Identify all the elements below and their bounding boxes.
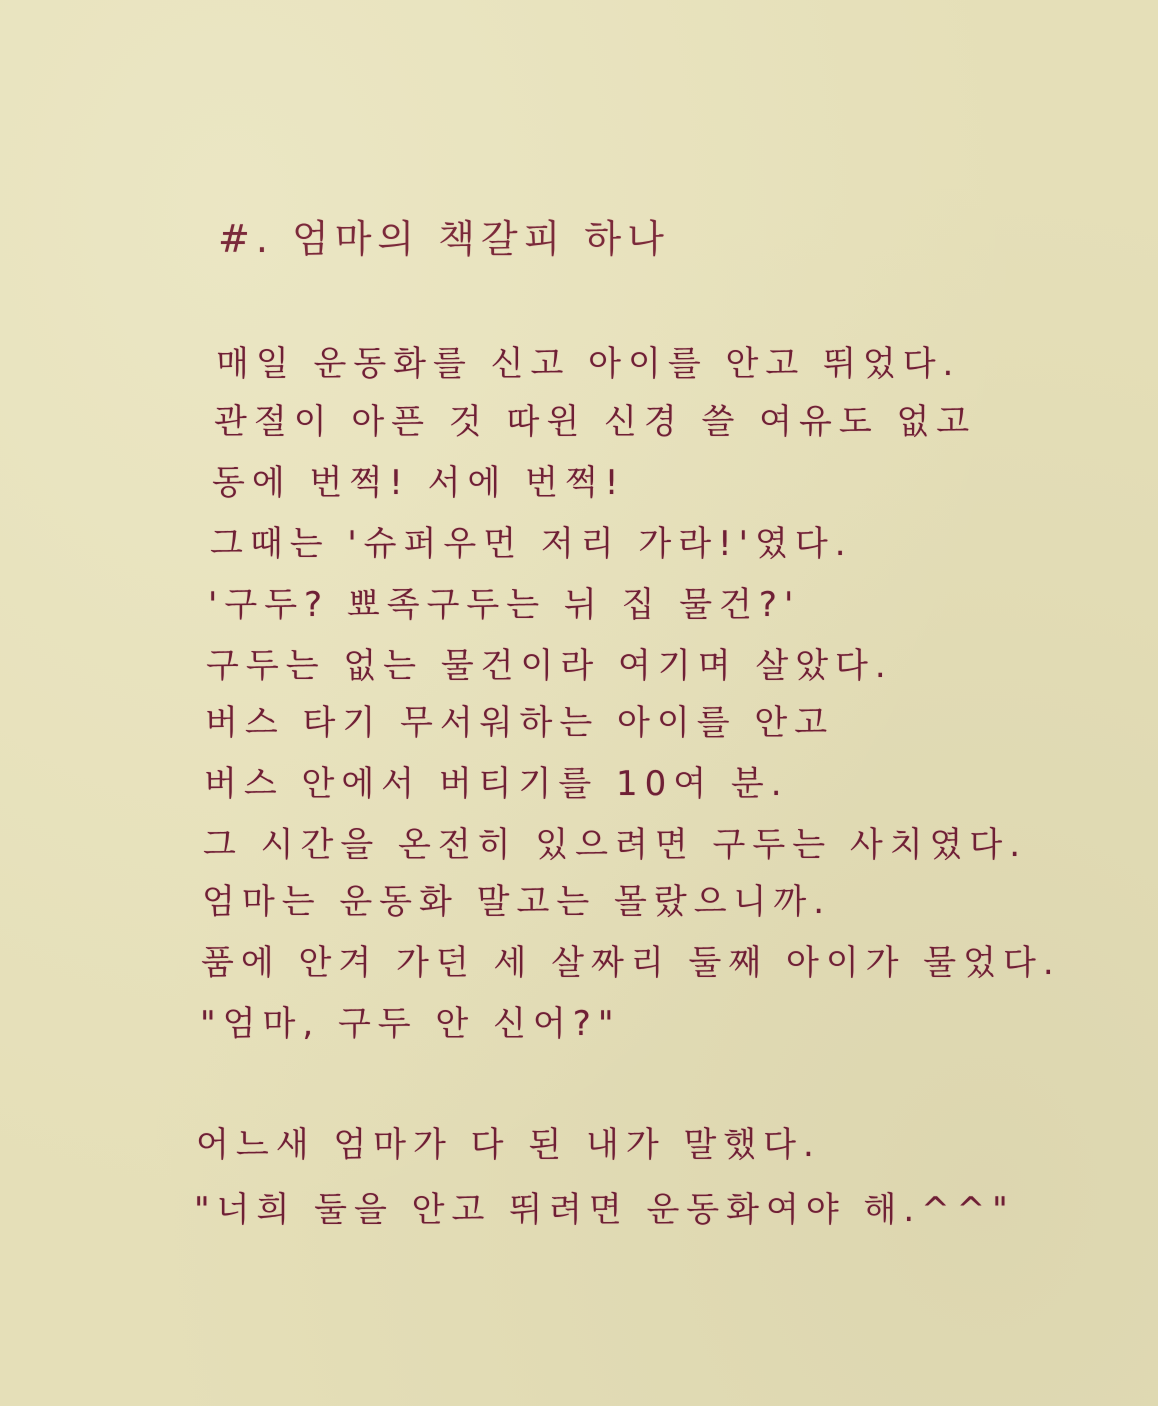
text-line: 버스 타기 무서워하는 아이를 안고 bbox=[205, 703, 835, 743]
text-line: 품에 안겨 가던 세 살짜리 둘째 아이가 물었다. bbox=[201, 943, 1061, 983]
text-line: 그때는 '슈퍼우먼 저리 가라!'였다. bbox=[210, 524, 853, 564]
text-line: 동에 번쩍! 서에 번쩍! bbox=[212, 463, 626, 503]
text-line: 엄마는 운동화 말고는 몰랐으니까. bbox=[202, 882, 832, 922]
document-title: #. 엄마의 책갈피 하나 bbox=[218, 217, 670, 261]
text-line: '구두? 뾰족구두는 뉘 집 물건?' bbox=[208, 585, 801, 625]
text-line: "엄마, 구두 안 신어?" bbox=[200, 1004, 621, 1044]
text-line: "너희 둘을 안고 뛰려면 운동화여야 해.^^" bbox=[194, 1190, 1015, 1230]
text-line: 구두는 없는 물건이라 여기며 살았다. bbox=[206, 646, 893, 686]
text-line: 관절이 아픈 것 따윈 신경 쓸 여유도 없고 bbox=[214, 402, 977, 442]
text-line: 매일 운동화를 신고 아이를 안고 뛰었다. bbox=[216, 344, 961, 384]
text-line: 어느새 엄마가 다 된 내가 말했다. bbox=[196, 1125, 821, 1165]
text-line: 버스 안에서 버티기를 10여 분. bbox=[204, 764, 789, 804]
text-line: 그 시간을 온전히 있으려면 구두는 사치였다. bbox=[203, 825, 1028, 865]
